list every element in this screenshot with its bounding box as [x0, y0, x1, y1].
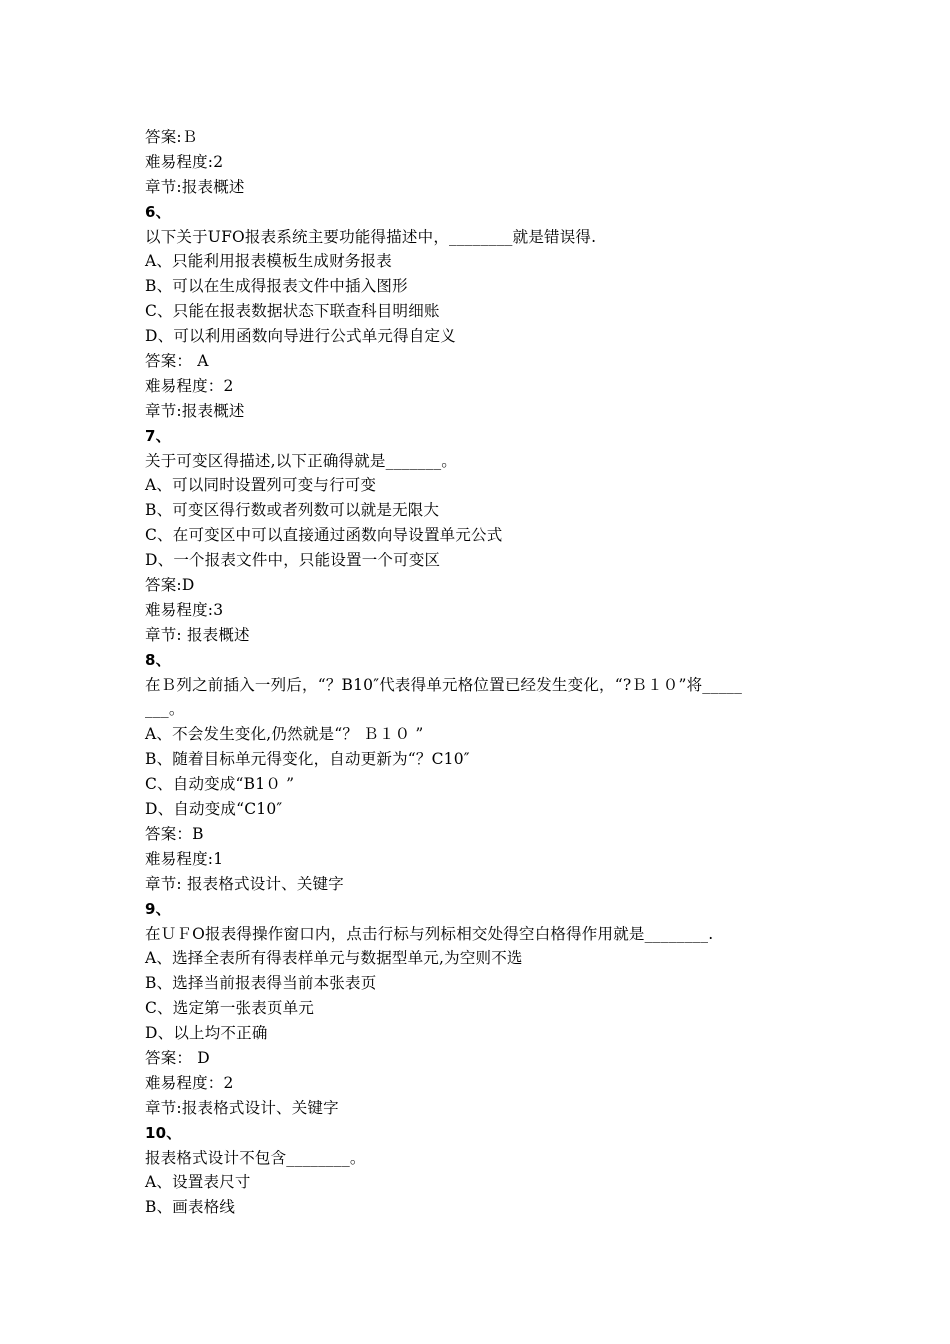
text-line: 章节:报表概述: [145, 177, 245, 196]
text-line: ___。: [145, 700, 185, 719]
question-number: 8、: [145, 650, 171, 669]
question-number: 7、: [145, 426, 171, 445]
document-page: [145, 125, 825, 1220]
question-number: 6、: [145, 202, 171, 221]
text-line: A、只能利用报表模板生成财务报表: [145, 252, 392, 271]
text-line: D、可以利用函数向导进行公式单元得自定义: [145, 327, 456, 346]
text-line: 难易程度：2: [145, 1073, 234, 1092]
text-line: D、以上均不正确: [145, 1024, 268, 1043]
text-line: 答案:Ｂ: [145, 128, 198, 146]
text-line: 答案： A: [145, 352, 209, 371]
text-line: C、只能在报表数据状态下联查科目明细账: [145, 302, 440, 321]
text-line: 章节: 报表概述: [145, 625, 250, 644]
text-line: A、不会发生变化,仍然就是“？ Ｂ１０ ”: [145, 725, 424, 744]
text-line: 答案:D: [145, 576, 195, 595]
text-line: B、画表格线: [145, 1198, 236, 1217]
text-line: C、在可变区中可以直接通过函数向导设置单元公式: [145, 526, 503, 545]
text-line: 关于可变区得描述,以下正确得就是_______。: [145, 451, 457, 470]
text-line: B、随着目标单元得变化，自动更新为“？C10″: [145, 750, 470, 769]
question-number: 9、: [145, 899, 171, 918]
text-line: 章节:报表概述: [145, 401, 245, 420]
text-line: 难易程度:1: [145, 849, 224, 868]
text-line: C、选定第一张表页单元: [145, 999, 315, 1018]
text-line: 章节:报表格式设计、关键字: [145, 1098, 339, 1117]
text-line: 在ＵＦO报表得操作窗口内，点击行标与列标相交处得空白格得作用就是________.: [145, 924, 714, 943]
text-line: C、自动变成“B1０ ”: [145, 775, 295, 794]
text-line: 以下关于UFO报表系统主要功能得描述中，________就是错误得.: [145, 227, 597, 246]
text-line: D、一个报表文件中，只能设置一个可变区: [145, 551, 441, 570]
text-line: 难易程度:2: [145, 152, 224, 171]
text-line: 答案：B: [145, 824, 204, 843]
text-line: A、设置表尺寸: [145, 1173, 251, 1192]
question-number: 10、: [145, 1123, 182, 1142]
text-line: 报表格式设计不包含________。: [145, 1148, 366, 1167]
text-line: A、选择全表所有得表样单元与数据型单元,为空则不选: [145, 949, 523, 968]
text-line: A、可以同时设置列可变与行可变: [145, 476, 377, 495]
text-line: 在Ｂ列之前插入一列后，“？B10″代表得单元格位置已经发生变化，“?Ｂ１０”将_____: [145, 675, 743, 694]
text-line: 难易程度:3: [145, 600, 224, 619]
text-line: 难易程度：2: [145, 376, 234, 395]
text-line: D、自动变成“C10″: [145, 800, 283, 819]
text-line: 章节: 报表格式设计、关键字: [145, 874, 344, 893]
text-line: 答案： D: [145, 1048, 210, 1067]
text-line: B、选择当前报表得当前本张表页: [145, 974, 377, 993]
text-line: B、可以在生成得报表文件中插入图形: [145, 277, 408, 296]
text-line: B、可变区得行数或者列数可以就是无限大: [145, 501, 440, 520]
